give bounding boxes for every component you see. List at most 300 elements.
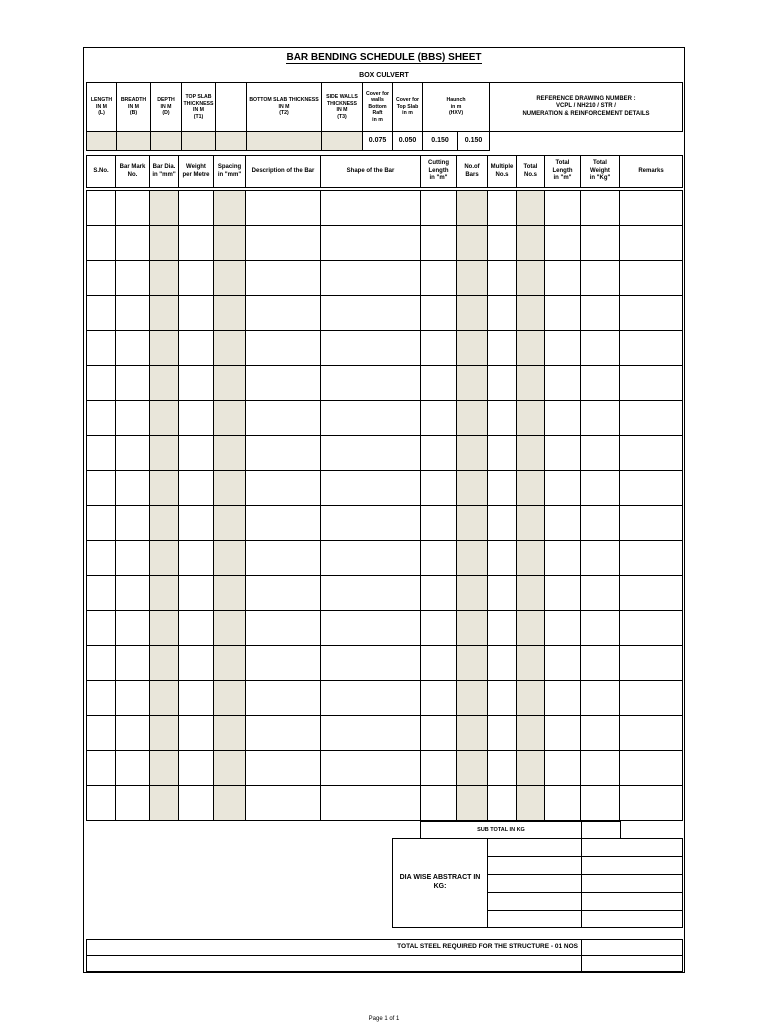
table-cell[interactable] (214, 401, 246, 436)
table-cell[interactable] (517, 296, 545, 331)
table-cell[interactable] (620, 576, 683, 611)
haunch-h-value[interactable]: 0.150 (423, 132, 458, 151)
table-cell[interactable] (321, 296, 421, 331)
table-cell[interactable] (246, 751, 321, 786)
table-cell[interactable] (321, 681, 421, 716)
cover-walls-value[interactable]: 0.075 (363, 132, 393, 151)
table-cell[interactable] (150, 576, 179, 611)
table-cell[interactable] (517, 786, 545, 821)
table-cell[interactable] (545, 471, 581, 506)
table-cell[interactable] (457, 261, 488, 296)
table-cell[interactable] (517, 646, 545, 681)
top-slab-header: TOP SLAB THICKNESS IN M (T1) (182, 83, 216, 132)
table-cell[interactable] (179, 506, 214, 541)
table-cell[interactable] (517, 541, 545, 576)
table-cell[interactable] (457, 681, 488, 716)
dia-weight-cell[interactable] (582, 911, 683, 928)
table-cell[interactable] (116, 786, 150, 821)
table-cell[interactable] (581, 646, 620, 681)
subtotal-value[interactable] (582, 822, 621, 839)
table-cell[interactable] (517, 506, 545, 541)
table-cell[interactable] (421, 226, 457, 261)
table-cell[interactable] (179, 436, 214, 471)
table-cell[interactable] (150, 751, 179, 786)
side-walls-value[interactable] (322, 132, 363, 151)
table-cell[interactable] (620, 436, 683, 471)
table-cell[interactable] (620, 506, 683, 541)
table-cell[interactable] (179, 366, 214, 401)
table-cell[interactable] (214, 786, 246, 821)
table-cell[interactable] (214, 261, 246, 296)
table-cell[interactable] (246, 716, 321, 751)
table-cell[interactable] (116, 716, 150, 751)
table-cell[interactable] (517, 471, 545, 506)
blank-value[interactable] (216, 132, 247, 151)
col-description: Description of the Bar (246, 156, 321, 188)
table-cell[interactable] (321, 716, 421, 751)
table-cell[interactable] (421, 331, 457, 366)
table-cell[interactable] (116, 261, 150, 296)
table-cell[interactable] (116, 541, 150, 576)
sheet-title: BAR BENDING SCHEDULE (BBS) SHEET (286, 52, 482, 63)
table-cell[interactable] (116, 436, 150, 471)
table-cell[interactable] (488, 716, 517, 751)
col-total-length: Total Length in "m" (545, 156, 581, 188)
table-cell[interactable] (116, 226, 150, 261)
table-cell[interactable] (321, 611, 421, 646)
table-cell[interactable] (87, 541, 116, 576)
table-cell[interactable] (421, 681, 457, 716)
table-row (87, 751, 683, 786)
table-cell[interactable] (545, 261, 581, 296)
table-cell[interactable] (620, 191, 683, 226)
table-cell[interactable] (620, 471, 683, 506)
table-cell[interactable] (179, 471, 214, 506)
table-cell[interactable] (620, 366, 683, 401)
table-cell[interactable] (150, 716, 179, 751)
table-cell[interactable] (87, 401, 116, 436)
table-row (87, 366, 683, 401)
table-cell[interactable] (246, 786, 321, 821)
table-cell[interactable] (214, 471, 246, 506)
table-cell[interactable] (545, 436, 581, 471)
table-cell[interactable] (421, 471, 457, 506)
table-cell[interactable] (488, 471, 517, 506)
table-cell[interactable] (246, 646, 321, 681)
table-cell[interactable] (150, 611, 179, 646)
table-cell[interactable] (179, 681, 214, 716)
table-cell[interactable] (488, 576, 517, 611)
table-row (87, 226, 683, 261)
table-cell[interactable] (581, 296, 620, 331)
table-row (87, 611, 683, 646)
dia-cell[interactable] (488, 857, 582, 875)
table-cell[interactable] (620, 716, 683, 751)
table-cell[interactable] (179, 786, 214, 821)
table-cell[interactable] (87, 366, 116, 401)
table-cell[interactable] (116, 751, 150, 786)
table-row (87, 401, 683, 436)
table-cell[interactable] (87, 296, 116, 331)
table-cell[interactable] (116, 576, 150, 611)
table-cell[interactable] (620, 646, 683, 681)
table-cell[interactable] (246, 401, 321, 436)
table-cell[interactable] (488, 191, 517, 226)
table-cell[interactable] (517, 436, 545, 471)
table-cell[interactable] (214, 751, 246, 786)
table-cell[interactable] (214, 716, 246, 751)
table-cell[interactable] (488, 611, 517, 646)
dia-weight-cell[interactable] (582, 875, 683, 893)
table-cell[interactable] (421, 646, 457, 681)
table-cell[interactable] (179, 716, 214, 751)
table-cell[interactable] (246, 471, 321, 506)
table-cell[interactable] (581, 506, 620, 541)
table-cell[interactable] (517, 226, 545, 261)
table-cell[interactable] (87, 436, 116, 471)
table-cell[interactable] (488, 506, 517, 541)
dia-weight-cell[interactable] (582, 839, 683, 857)
table-cell[interactable] (421, 296, 457, 331)
table-cell[interactable] (457, 226, 488, 261)
table-cell[interactable] (214, 681, 246, 716)
dia-weight-cell[interactable] (582, 893, 683, 911)
table-cell[interactable] (421, 401, 457, 436)
total-steel-blank[interactable] (87, 956, 582, 972)
table-cell[interactable] (179, 646, 214, 681)
table-cell[interactable] (517, 716, 545, 751)
table-cell[interactable] (150, 471, 179, 506)
table-cell[interactable] (87, 506, 116, 541)
table-cell[interactable] (179, 226, 214, 261)
table-cell[interactable] (421, 436, 457, 471)
table-cell[interactable] (321, 401, 421, 436)
table-cell[interactable] (214, 436, 246, 471)
table-cell[interactable] (620, 611, 683, 646)
table-cell[interactable] (421, 611, 457, 646)
table-cell[interactable] (457, 401, 488, 436)
table-cell[interactable] (214, 611, 246, 646)
table-cell[interactable] (488, 296, 517, 331)
dia-cell[interactable] (488, 893, 582, 911)
table-cell[interactable] (116, 331, 150, 366)
table-cell[interactable] (545, 716, 581, 751)
reference-header: REFERENCE DRAWING NUMBER : VCPL / NH210 / STR / NUMERATION & REINFORCEMENT DETAILS (490, 83, 683, 132)
table-cell[interactable] (179, 191, 214, 226)
table-cell[interactable] (517, 611, 545, 646)
table-cell[interactable] (87, 611, 116, 646)
table-cell[interactable] (581, 681, 620, 716)
col-total-nos: Total No.s (517, 156, 545, 188)
table-cell[interactable] (246, 506, 321, 541)
breadth-value[interactable] (117, 132, 151, 151)
table-cell[interactable] (457, 541, 488, 576)
table-cell[interactable] (321, 576, 421, 611)
length-value[interactable] (87, 132, 117, 151)
total-steel-label: TOTAL STEEL REQUIRED FOR THE STRUCTURE - 01 NOS (87, 940, 582, 956)
table-cell[interactable] (545, 541, 581, 576)
table-cell[interactable] (214, 541, 246, 576)
table-cell[interactable] (545, 786, 581, 821)
table-cell[interactable] (87, 751, 116, 786)
table-cell[interactable] (179, 261, 214, 296)
table-cell[interactable] (421, 576, 457, 611)
table-cell[interactable] (581, 331, 620, 366)
table-cell[interactable] (545, 366, 581, 401)
table-cell[interactable] (87, 576, 116, 611)
table-cell[interactable] (457, 646, 488, 681)
dia-abstract-label: DIA WISE ABSTRACT IN KG: (393, 839, 488, 928)
table-cell[interactable] (321, 191, 421, 226)
table-cell[interactable] (488, 366, 517, 401)
table-cell[interactable] (214, 331, 246, 366)
table-cell[interactable] (150, 261, 179, 296)
table-cell[interactable] (246, 541, 321, 576)
table-cell[interactable] (457, 716, 488, 751)
table-cell[interactable] (150, 226, 179, 261)
table-cell[interactable] (87, 331, 116, 366)
table-cell[interactable] (581, 191, 620, 226)
table-cell[interactable] (321, 751, 421, 786)
table-cell[interactable] (321, 646, 421, 681)
table-cell[interactable] (116, 646, 150, 681)
table-cell[interactable] (457, 786, 488, 821)
table-cell[interactable] (116, 401, 150, 436)
table-cell[interactable] (457, 611, 488, 646)
col-total-weight: Total Weight in "Kg" (581, 156, 620, 188)
table-cell[interactable] (246, 191, 321, 226)
table-cell[interactable] (421, 261, 457, 296)
table-cell[interactable] (545, 296, 581, 331)
table-cell[interactable] (116, 506, 150, 541)
table-cell[interactable] (488, 261, 517, 296)
table-cell[interactable] (150, 681, 179, 716)
table-row (87, 576, 683, 611)
table-cell[interactable] (150, 541, 179, 576)
table-cell[interactable] (246, 576, 321, 611)
table-cell[interactable] (179, 331, 214, 366)
col-remarks: Remarks (620, 156, 683, 188)
table-cell[interactable] (116, 681, 150, 716)
table-cell[interactable] (457, 751, 488, 786)
table-cell[interactable] (457, 296, 488, 331)
top-slab-value[interactable] (182, 132, 216, 151)
table-cell[interactable] (517, 331, 545, 366)
side-walls-header: SIDE WALLS THICKNESS IN M (T3) (322, 83, 363, 132)
table-cell[interactable] (179, 576, 214, 611)
dia-cell[interactable] (488, 875, 582, 893)
table-cell[interactable] (620, 786, 683, 821)
cover-top-value[interactable]: 0.050 (393, 132, 423, 151)
table-cell[interactable] (246, 261, 321, 296)
table-cell[interactable] (545, 506, 581, 541)
table-cell[interactable] (150, 786, 179, 821)
table-cell[interactable] (545, 646, 581, 681)
table-cell[interactable] (421, 716, 457, 751)
table-cell[interactable] (116, 191, 150, 226)
table-cell[interactable] (517, 366, 545, 401)
table-cell[interactable] (488, 436, 517, 471)
table-cell[interactable] (321, 366, 421, 401)
table-cell[interactable] (150, 366, 179, 401)
total-steel-value[interactable] (582, 940, 683, 956)
sheet-subtitle: BOX CULVERT (359, 72, 409, 79)
table-cell[interactable] (87, 226, 116, 261)
table-cell[interactable] (457, 576, 488, 611)
table-cell[interactable] (581, 366, 620, 401)
table-cell[interactable] (150, 401, 179, 436)
table-cell[interactable] (214, 576, 246, 611)
table-cell[interactable] (581, 226, 620, 261)
table-cell[interactable] (488, 751, 517, 786)
table-cell[interactable] (246, 436, 321, 471)
table-cell[interactable] (488, 786, 517, 821)
table-cell[interactable] (246, 296, 321, 331)
table-cell[interactable] (581, 261, 620, 296)
table-cell[interactable] (545, 681, 581, 716)
table-cell[interactable] (517, 261, 545, 296)
table-cell[interactable] (87, 471, 116, 506)
table-cell[interactable] (214, 226, 246, 261)
table-cell[interactable] (517, 681, 545, 716)
table-cell[interactable] (581, 576, 620, 611)
col-multiple: Multiple No.s (488, 156, 517, 188)
table-cell[interactable] (421, 786, 457, 821)
table-cell[interactable] (581, 401, 620, 436)
table-cell[interactable] (321, 436, 421, 471)
table-cell[interactable] (620, 261, 683, 296)
table-cell[interactable] (581, 436, 620, 471)
table-cell[interactable] (488, 331, 517, 366)
table-cell[interactable] (620, 226, 683, 261)
depth-value[interactable] (151, 132, 182, 151)
table-cell[interactable] (488, 681, 517, 716)
table-cell[interactable] (620, 541, 683, 576)
table-cell[interactable] (321, 786, 421, 821)
bottom-slab-value[interactable] (247, 132, 322, 151)
table-cell[interactable] (116, 471, 150, 506)
table-cell[interactable] (545, 576, 581, 611)
table-cell[interactable] (87, 261, 116, 296)
table-cell[interactable] (150, 506, 179, 541)
table-cell[interactable] (457, 436, 488, 471)
table-cell[interactable] (179, 541, 214, 576)
table-cell[interactable] (321, 471, 421, 506)
table-cell[interactable] (545, 191, 581, 226)
table-cell[interactable] (488, 646, 517, 681)
table-cell[interactable] (214, 646, 246, 681)
table-cell[interactable] (620, 296, 683, 331)
table-cell[interactable] (545, 401, 581, 436)
table-cell[interactable] (488, 226, 517, 261)
table-cell[interactable] (421, 506, 457, 541)
table-cell[interactable] (545, 331, 581, 366)
table-cell[interactable] (581, 471, 620, 506)
reference-value[interactable] (490, 132, 683, 151)
table-cell[interactable] (150, 331, 179, 366)
table-cell[interactable] (179, 611, 214, 646)
table-cell[interactable] (421, 751, 457, 786)
subtotal-label: SUB TOTAL IN KG (421, 822, 582, 839)
table-cell[interactable] (150, 646, 179, 681)
table-cell[interactable] (87, 786, 116, 821)
table-cell[interactable] (517, 751, 545, 786)
table-cell[interactable] (421, 541, 457, 576)
table-cell[interactable] (457, 366, 488, 401)
table-cell[interactable] (421, 191, 457, 226)
table-cell[interactable] (150, 436, 179, 471)
table-cell[interactable] (488, 401, 517, 436)
table-cell[interactable] (179, 296, 214, 331)
table-cell[interactable] (457, 191, 488, 226)
table-cell[interactable] (150, 296, 179, 331)
table-cell[interactable] (214, 366, 246, 401)
table-cell[interactable] (246, 366, 321, 401)
haunch-v-value[interactable]: 0.150 (458, 132, 490, 151)
table-cell[interactable] (545, 226, 581, 261)
table-cell[interactable] (87, 681, 116, 716)
table-cell[interactable] (421, 366, 457, 401)
dia-cell[interactable] (488, 911, 582, 928)
table-cell[interactable] (214, 191, 246, 226)
table-cell[interactable] (545, 751, 581, 786)
table-cell[interactable] (214, 296, 246, 331)
table-cell[interactable] (321, 261, 421, 296)
table-cell[interactable] (488, 541, 517, 576)
table-cell[interactable] (620, 681, 683, 716)
table-row (87, 716, 683, 751)
table-cell[interactable] (87, 191, 116, 226)
table-cell[interactable] (457, 471, 488, 506)
table-cell[interactable] (581, 786, 620, 821)
table-cell[interactable] (517, 401, 545, 436)
table-cell[interactable] (620, 751, 683, 786)
table-cell[interactable] (246, 226, 321, 261)
table-cell[interactable] (545, 611, 581, 646)
table-cell[interactable] (116, 296, 150, 331)
table-cell[interactable] (179, 751, 214, 786)
table-cell[interactable] (620, 331, 683, 366)
table-cell[interactable] (87, 646, 116, 681)
dia-cell[interactable] (488, 839, 582, 857)
table-cell[interactable] (321, 506, 421, 541)
table-cell[interactable] (581, 716, 620, 751)
table-row (87, 471, 683, 506)
table-cell[interactable] (179, 401, 214, 436)
table-cell[interactable] (87, 716, 116, 751)
table-cell[interactable] (116, 366, 150, 401)
table-cell[interactable] (581, 751, 620, 786)
table-cell[interactable] (517, 191, 545, 226)
table-cell[interactable] (116, 611, 150, 646)
dia-weight-cell[interactable] (582, 857, 683, 875)
table-cell[interactable] (457, 506, 488, 541)
table-cell[interactable] (517, 576, 545, 611)
table-cell[interactable] (457, 331, 488, 366)
table-cell[interactable] (214, 506, 246, 541)
table-cell[interactable] (246, 681, 321, 716)
table-cell[interactable] (321, 541, 421, 576)
table-cell[interactable] (321, 226, 421, 261)
table-cell[interactable] (150, 191, 179, 226)
table-cell[interactable] (581, 541, 620, 576)
total-steel-blank-value[interactable] (582, 956, 683, 972)
table-cell[interactable] (581, 611, 620, 646)
table-cell[interactable] (620, 401, 683, 436)
table-cell[interactable] (246, 331, 321, 366)
table-cell[interactable] (321, 331, 421, 366)
table-cell[interactable] (246, 611, 321, 646)
